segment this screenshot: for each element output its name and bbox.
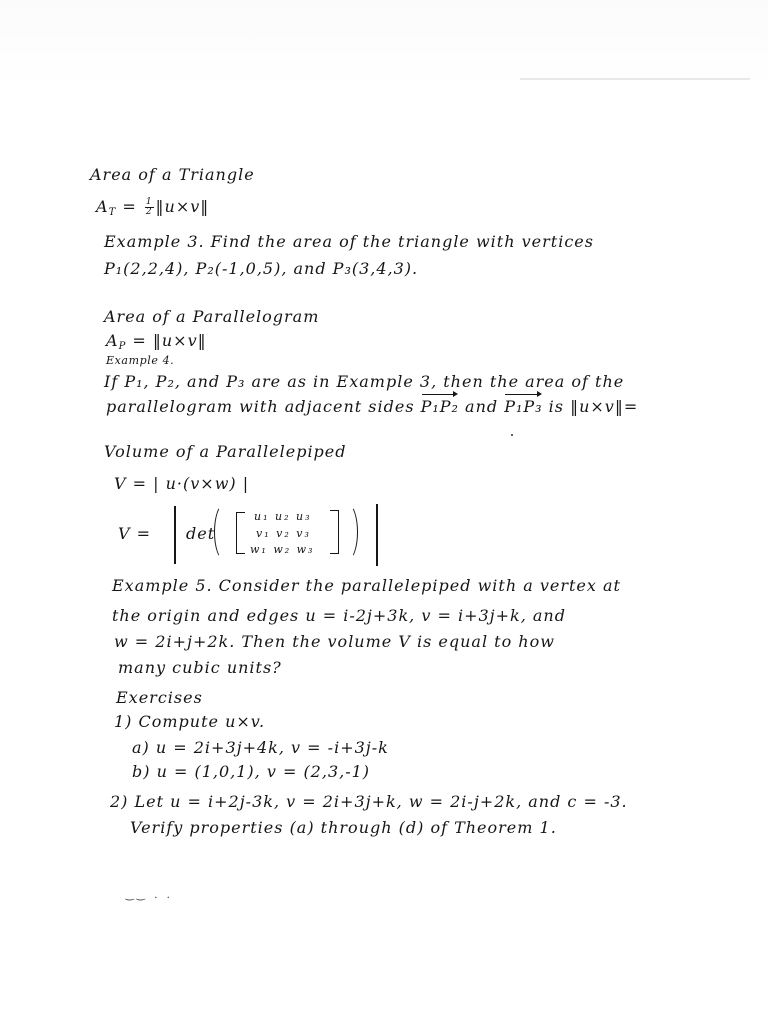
matrix-row-1: u₁ u₂ u₃: [254, 510, 312, 523]
left-paren: [214, 504, 234, 560]
exercise-1b: b) u = (1,0,1), v = (2,3,-1): [132, 762, 371, 781]
exercise-2-line-1: 2) Let u = i+2j-3k, v = 2i+3j+k, w = 2i-j+2k, and c = -3.: [110, 792, 628, 811]
matrix-row-3: w₁ w₂ w₃: [250, 543, 315, 556]
example-4-label: Example 4.: [106, 354, 175, 367]
parallelogram-formula-rest: = ‖u×v‖: [126, 331, 207, 350]
page-edge-line: [520, 78, 750, 80]
example-4-line-2-end: is ‖u×v‖=: [542, 397, 639, 416]
parallelogram-formula-prefix: A: [106, 331, 119, 350]
pen-dot: [511, 434, 513, 436]
example-5-line-2: the origin and edges u = i-2j+3k, v = i+3j+k, and: [112, 606, 566, 625]
example-4-line-2-start: parallelogram with adjacent sides: [106, 397, 421, 416]
fraction-numerator: 1: [145, 197, 153, 207]
parallelepiped-formula-1: V = | u·(v×w) |: [114, 474, 250, 493]
exercises-heading: Exercises: [116, 688, 203, 707]
triangle-formula-rest: ‖u×v‖: [155, 197, 210, 216]
triangle-formula: [96, 197, 209, 218]
bleed-through-scribble: ‿‿ . .: [126, 890, 173, 901]
determinant-abs-right-bar: [376, 504, 378, 566]
matrix-left-bracket: [236, 512, 245, 554]
exercise-2-line-2: Verify properties (a) through (d) of Theorem 1.: [130, 818, 557, 837]
exercise-1a: a) u = 2i+3j+4k, v = -i+3j-k: [132, 738, 389, 757]
fraction-denominator: 2: [145, 207, 153, 217]
triangle-heading: Area of a Triangle: [90, 165, 255, 184]
parallelepiped-formula-2-prefix: V =: [118, 524, 152, 543]
example-4-line-2-mid: and: [458, 397, 505, 416]
determinant-abs-left-bar: [174, 506, 176, 564]
right-paren: [338, 504, 358, 560]
triangle-formula-eq: =: [116, 197, 143, 216]
vector-p1p3: P₁P₃: [504, 397, 543, 416]
example-5-line-4: many cubic units?: [118, 658, 282, 677]
example-3-line-2: P₁(2,2,4), P₂(-1,0,5), and P₃(3,4,3).: [104, 259, 419, 278]
exercise-1: 1) Compute u×v.: [114, 712, 266, 731]
parallelogram-formula-sub: P: [118, 341, 127, 352]
example-3-line-1: Example 3. Find the area of the triangle with vertices: [104, 232, 594, 251]
example-5-line-3: w = 2i+j+2k. Then the volume V is equal to how: [114, 632, 555, 651]
example-4-line-1: If P₁, P₂, and P₃ are as in Example 3, then the area of the: [104, 372, 625, 391]
det-label: det: [186, 524, 216, 543]
parallelepiped-heading: Volume of a Parallelepiped: [104, 442, 347, 461]
example-4-line-2: [106, 397, 638, 416]
parallelogram-heading: Area of a Parallelogram: [104, 307, 320, 326]
triangle-formula-prefix: A: [96, 197, 109, 216]
triangle-formula-sub: T: [108, 207, 117, 218]
one-half-fraction: [145, 198, 154, 217]
parallelogram-formula: [106, 331, 207, 352]
vector-p1p2: P₁P₂: [420, 397, 459, 416]
example-5-line-1: Example 5. Consider the parallelepiped with a vertex at: [112, 576, 621, 595]
matrix-row-2: v₁ v₂ v₃: [256, 527, 311, 540]
